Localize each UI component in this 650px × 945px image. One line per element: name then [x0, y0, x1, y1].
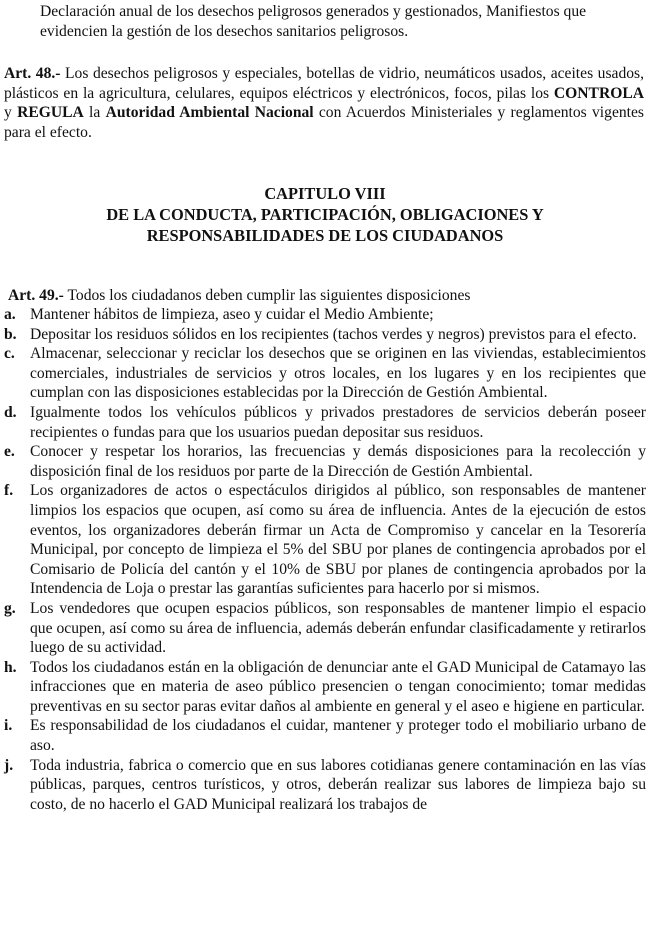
chapter-title-line-1: DE LA CONDUCTA, PARTICIPACIÓN, OBLIGACIONES Y: [106, 205, 544, 224]
intro-paragraph: Declaración anual de los desechos peligrosos generados y gestionados, Manifiestos que evidencien la gestión de los desechos sanitarios peligrosos.: [40, 3, 587, 40]
list-item-letter: j.: [4, 756, 14, 774]
article-48-bold-controla: CONTROLA: [553, 84, 644, 102]
list-item: [0, 481, 646, 599]
list-item-text: Los vendedores que ocupen espacios públicos, son responsables de mantener limpio el espacio que ocupen, así como su área de influencia, además deberán enfundar clasificadamente y retirarlos luego de su actividad.: [30, 599, 646, 657]
list-item-text: Los organizadores de actos o espectáculos dirigidos al público, son responsables de mantener limpios los espacios que ocupen, así como su área de influencia. Antes de la ejecución de estos eventos, los organizadores deberán firmar un Acta de Compromiso y cancelar en la Tesorería Municipal, por concepto de limpieza el 5% del SBU por planes de contingencia aprobados por el Comisario de Policía del cantón y el 10% de SBU por planes de contingencia aprobados por la Intendencia de Loja o prestar las garantías suficientes para hacerlo por si mismos.: [30, 482, 646, 598]
article-48-text-2: y: [4, 104, 18, 122]
chapter-title-line-2: RESPONSABILIDADES DE LOS CIUDADANOS: [146, 226, 504, 245]
list-item-letter: b.: [4, 325, 17, 343]
article-48-title: Art. 48.-: [4, 65, 61, 82]
article-49-heading: [8, 286, 644, 306]
list-item: [0, 442, 646, 481]
list-item-text: Es responsabilidad de los ciudadanos el cuidar, mantener y proteger todo el mobiliario urbano de aso.: [30, 717, 646, 755]
list-item-text: Igualmente todos los vehículos públicos y privados prestadores de servicios deberán poseer recipientes o fundas para que los usuarios puedan depositar sus residuos.: [30, 403, 646, 441]
list-item: [0, 756, 646, 815]
list-item-letter: h.: [4, 658, 17, 676]
article-48: [4, 64, 644, 142]
list-item: [0, 658, 646, 717]
list-item-letter: i.: [4, 717, 13, 735]
list-item: [0, 403, 646, 442]
article-48-bold-regula: REGULA: [17, 104, 84, 122]
article-48-bold-authority: Autoridad Ambiental Nacional: [105, 104, 314, 122]
list-item-text: Almacenar, seleccionar y reciclar los desechos que se originen en las viviendas, establecimientos comerciales, industriales de servicios y otros locales, en los lugares y en los recipientes que cumplan con las disposiciones establecidas por la Dirección de Gestión Ambiental.: [30, 345, 646, 402]
list-item: [0, 716, 646, 755]
list-item: [0, 325, 646, 345]
article-48-text-3: la: [83, 104, 106, 122]
dispositions-list: [0, 305, 650, 814]
list-item-letter: a.: [4, 306, 16, 323]
list-item-letter: g.: [4, 599, 16, 617]
list-item-letter: d.: [4, 403, 17, 421]
chapter-number: CAPITULO VIII: [264, 184, 386, 203]
list-item-letter: c.: [4, 345, 15, 363]
list-item-text: Conocer y respetar los horarios, las frecuencias y demás disposiciones para la recolección y disposición final de los residuos por parte de la Dirección de Gestión Ambiental.: [30, 443, 646, 480]
list-item: [0, 344, 646, 403]
list-item: [0, 599, 646, 658]
list-item-text: Toda industria, fabrica o comercio que en sus labores cotidianas genere contaminación en las vías públicas, parques, centros turísticos, y otros, deberán realizar sus labores de limpieza bajo su costo, de no hacerlo el GAD Municipal realizará los trabajos de: [30, 756, 646, 813]
list-item-text: Todos los ciudadanos están en la obligación de denunciar ante el GAD Municipal de Catamayo las infracciones que en materia de aseo público presencien o tengan conocimiento; tomar medidas preventivas en su sector paras evitar daños al ambiente en general y el aseo e higiene en particular.: [30, 658, 646, 715]
article-48-text-1: Los desechos peligrosos y especiales, botellas de vidrio, neumáticos usados, aceites usados, plásticos en la agricultura, celulares, equipos eléctricos y electrónicos, focos, pilas los: [4, 65, 645, 102]
article-49-text: Todos los ciudadanos deben cumplir las siguientes disposiciones: [63, 287, 471, 304]
list-item: [0, 305, 646, 325]
list-item-text: Depositar los residuos sólidos en los recipientes (tachos verdes y negros) previstos para el efecto.: [30, 325, 637, 343]
article-48-text-4: con Acuerdos Ministeriales y reglamentos vigentes para el efecto.: [4, 104, 644, 141]
list-item-letter: e.: [4, 443, 15, 461]
list-item-letter: f.: [4, 482, 14, 500]
list-item-text: Mantener hábitos de limpieza, aseo y cuidar el Medio Ambiente;: [30, 306, 434, 323]
article-49-title: Art. 49.-: [8, 287, 64, 304]
